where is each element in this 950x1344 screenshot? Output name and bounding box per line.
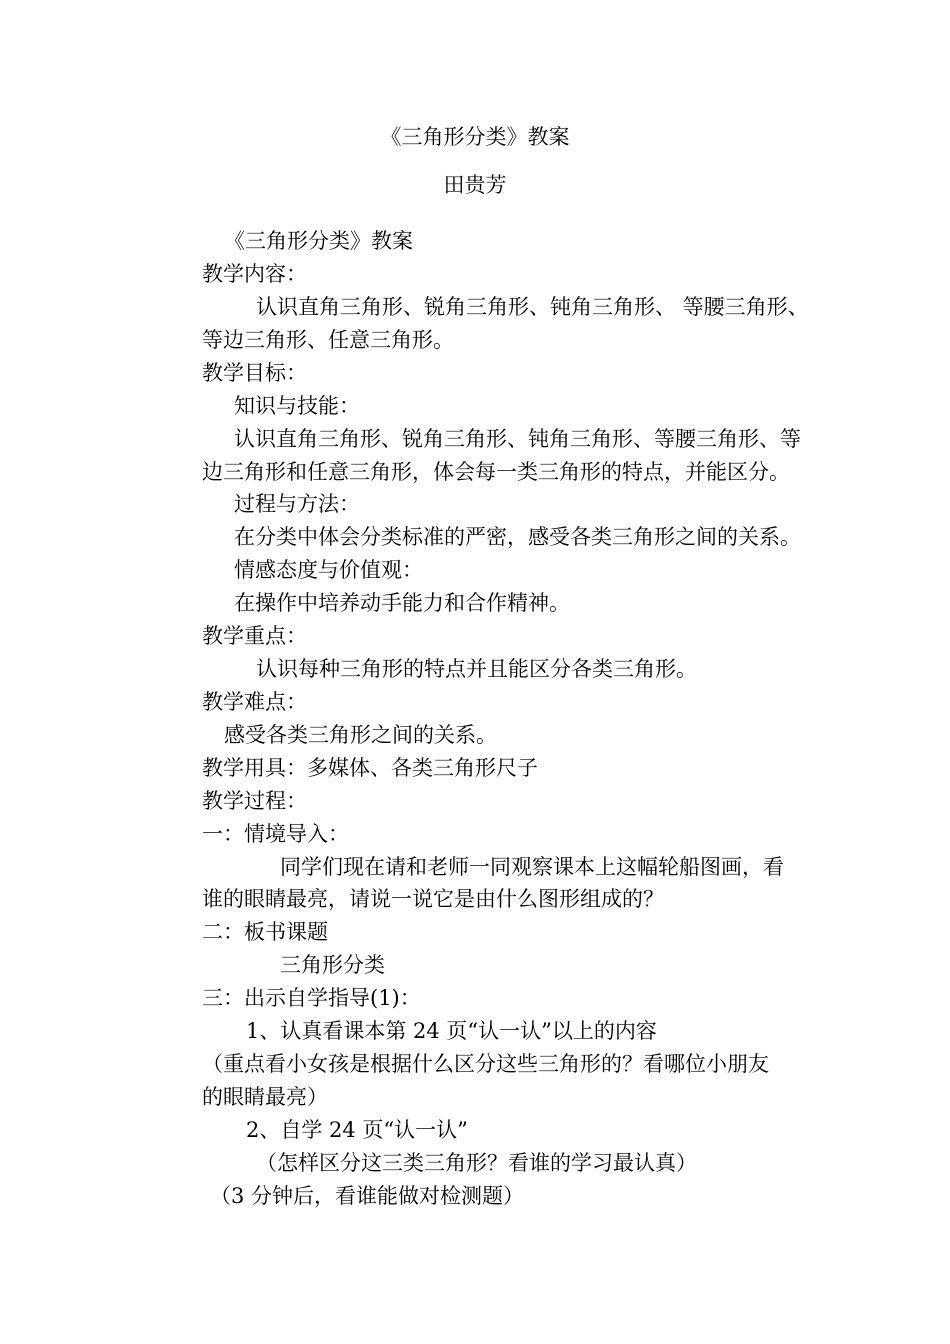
body-line: 等边三角形、任意三角形。: [202, 328, 454, 352]
body-line: 教学过程：: [202, 789, 307, 813]
body-line: 三：出示自学指导(1)：: [202, 986, 421, 1010]
body-line: 认识直角三角形、锐角三角形、钝角三角形、等腰三角形、等: [234, 427, 801, 451]
body-line: 认识直角三角形、锐角三角形、钝角三角形、 等腰三角形、: [256, 295, 809, 319]
body-line: 过程与方法：: [234, 492, 360, 516]
body-line: （3 分钟后，看谁能做对检测题）: [210, 1184, 525, 1208]
body-line: 教学用具：多媒体、各类三角形尺子: [202, 756, 538, 780]
body-line: 1、认真看课本第 24 页“认一认”以上的内容: [246, 1019, 657, 1043]
body-line: 谁的眼睛最亮，请说一说它是由什么图形组成的？: [202, 887, 664, 911]
body-line: 的眼睛最亮）: [202, 1085, 328, 1109]
body-line: 教学目标：: [202, 361, 307, 385]
body-line: 一：情境导入：: [202, 822, 349, 846]
body-line: 2、自学 24 页“认一认”: [246, 1118, 468, 1142]
body-line: （重点看小女孩是根据什么区分这些三角形的？看哪位小朋友: [202, 1052, 769, 1076]
body-line: 情感态度与价值观：: [234, 558, 423, 582]
body-line: 三角形分类: [280, 953, 385, 977]
body-line: 在分类中体会分类标准的严密，感受各类三角形之间的关系。: [234, 525, 801, 549]
body-line: 《三角形分类》教案: [224, 229, 413, 253]
body-line: 二：板书课题: [202, 920, 328, 944]
body-line: 认识每种三角形的特点并且能区分各类三角形。: [256, 657, 697, 681]
body-line: 在操作中培养动手能力和合作精神。: [234, 591, 570, 615]
body-line: 教学重点：: [202, 624, 307, 648]
body-line: 教学难点：: [202, 690, 307, 714]
body-line: 教学内容：: [202, 262, 307, 286]
document-author: 田贵芳: [443, 173, 507, 197]
body-line: （怎样区分这三类三角形？看谁的学习最认真）: [256, 1151, 697, 1175]
body-line: 边三角形和任意三角形，体会每一类三角形的特点，并能区分。: [202, 460, 790, 484]
body-line: 同学们现在请和老师一同观察课本上这幅轮船图画，看: [280, 855, 784, 879]
body-line: 感受各类三角形之间的关系。: [224, 723, 497, 747]
document-title: 《三角形分类》教案: [380, 125, 570, 149]
body-line: 知识与技能：: [234, 394, 360, 418]
